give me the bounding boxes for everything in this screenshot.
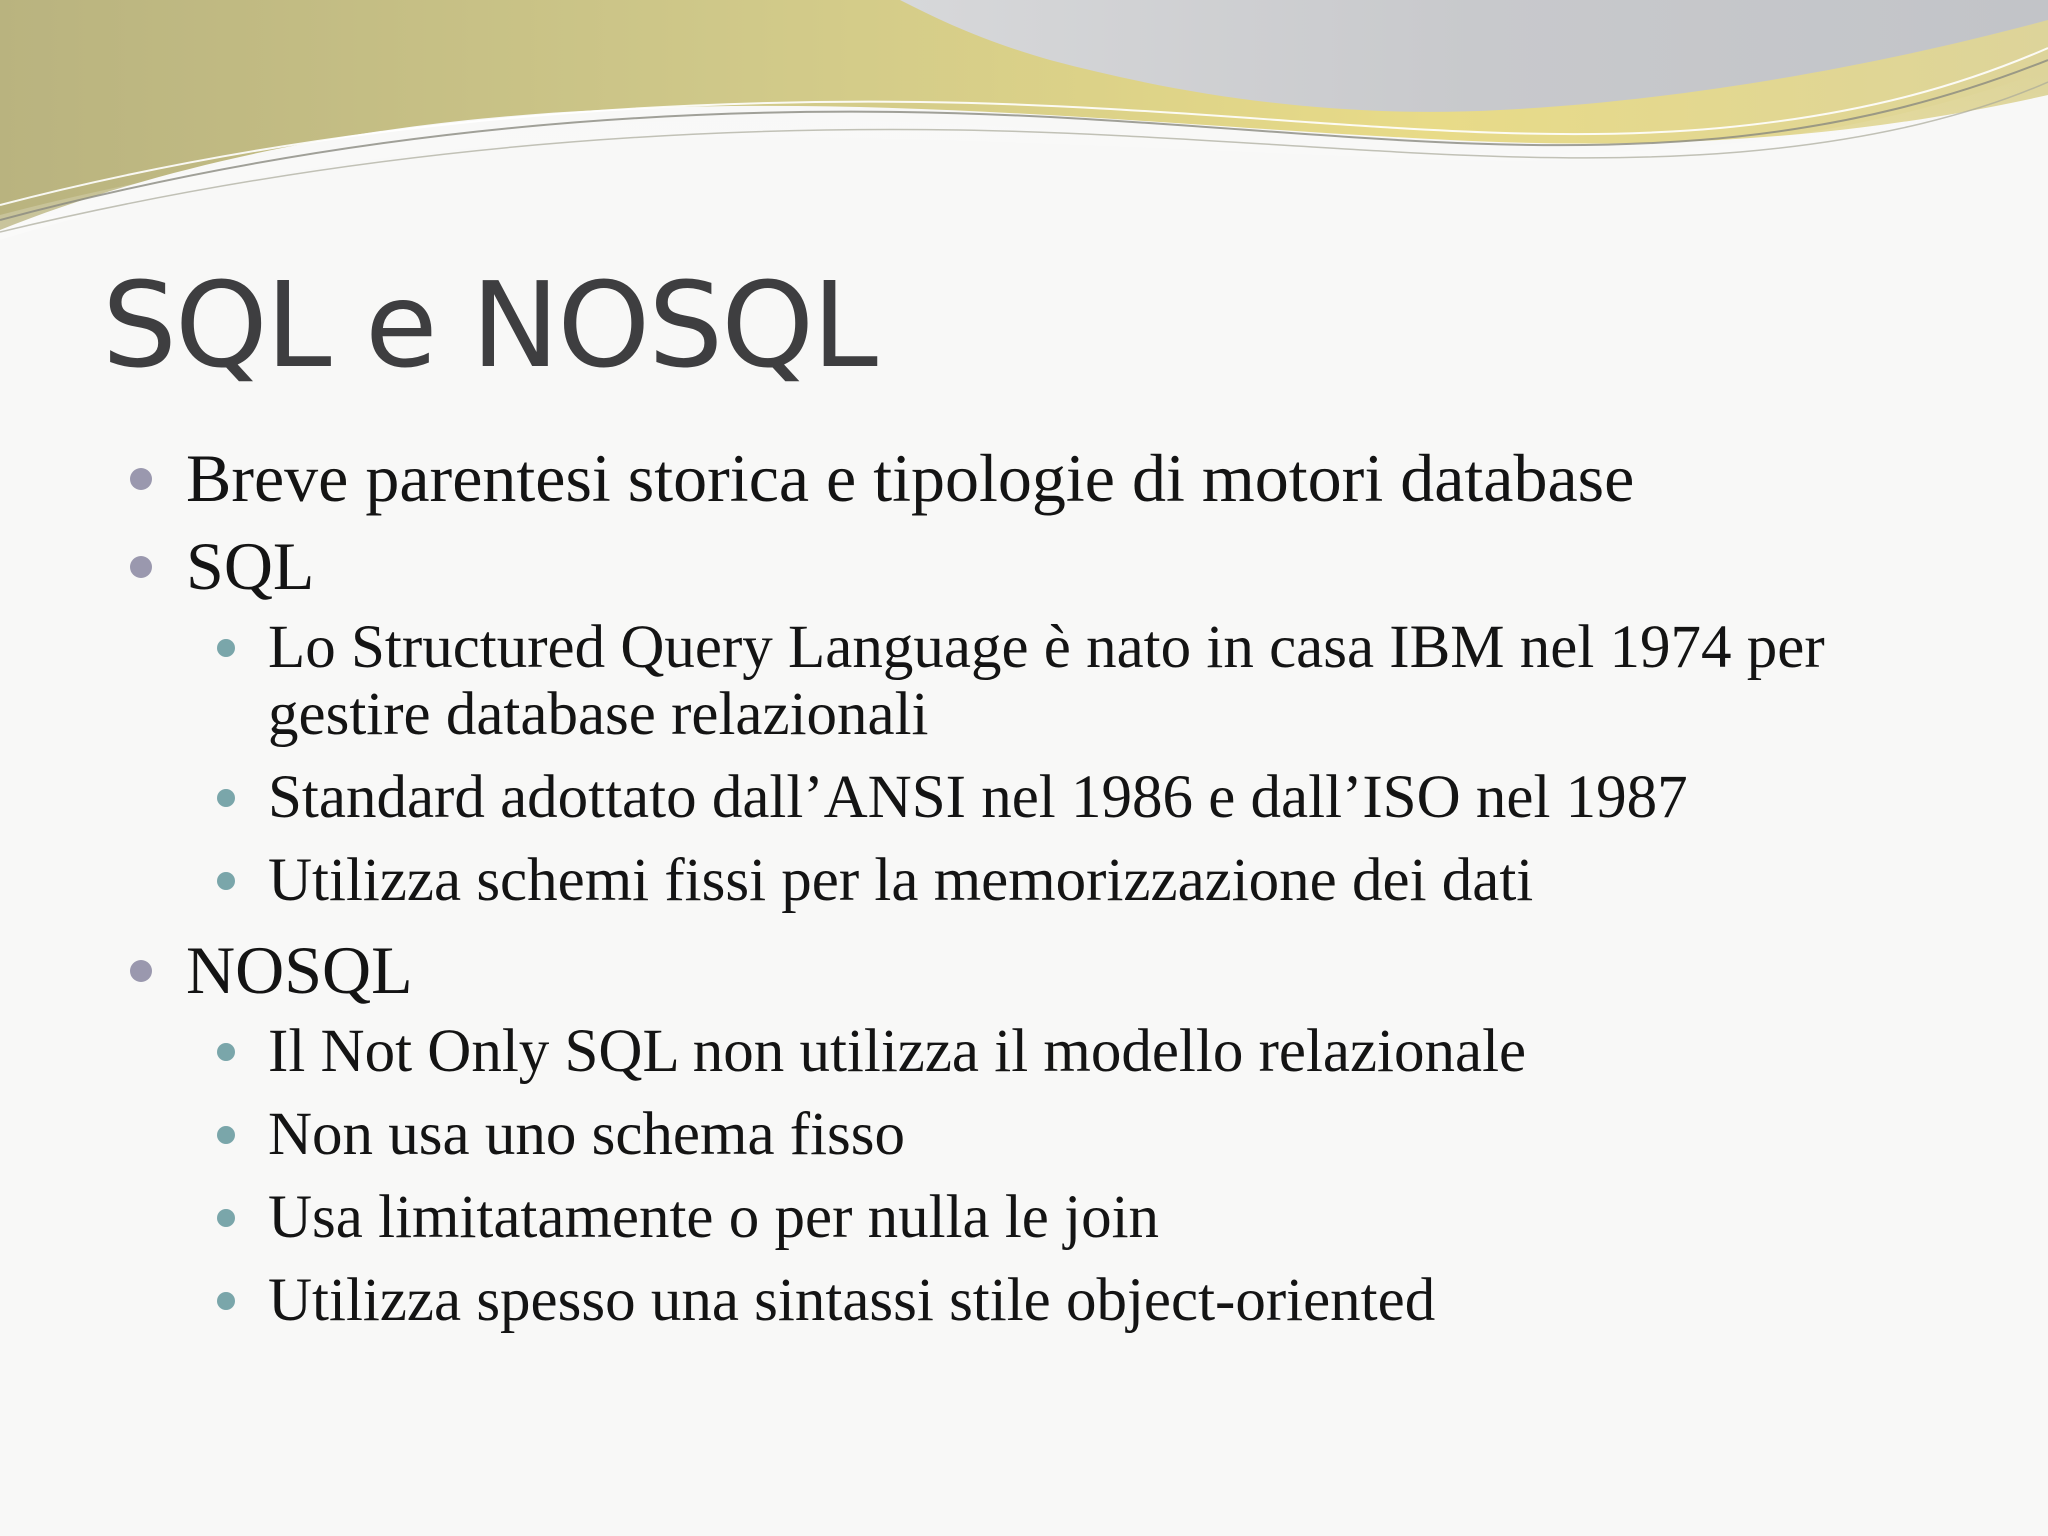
sub-bullet-dot-icon (217, 639, 235, 657)
sub-bullet-text: Lo Structured Query Language è nato in casa IBM nel 1974 per gestire database relazionali (268, 614, 1825, 748)
sub-bullet-text: Utilizza schemi fissi per la memorizzazione dei dati (268, 847, 1534, 914)
sub-bullet-dot-icon (217, 789, 235, 807)
bullet-list (0, 438, 2048, 1350)
bullet-dot-icon (130, 960, 152, 982)
bullet-item (0, 438, 1986, 518)
sub-bullet-item (0, 1184, 1868, 1251)
sub-bullet-item (0, 764, 1868, 831)
bullet-dot-icon (130, 468, 152, 490)
sub-bullet-text: Utilizza spesso una sintassi stile object-oriented (268, 1267, 1436, 1334)
sub-bullet-dot-icon (217, 1126, 235, 1144)
sub-bullet-dot-icon (217, 1209, 235, 1227)
sub-bullet-text: Non usa uno schema fisso (268, 1101, 906, 1168)
sub-bullet-dot-icon (217, 1043, 235, 1061)
sub-bullet-text: Standard adottato dall’ANSI nel 1986 e dall’ISO nel 1987 (268, 764, 1688, 831)
bullet-item-sql (0, 526, 1986, 606)
sub-bullet-text: Il Not Only SQL non utilizza il modello relazionale (268, 1018, 1527, 1085)
bullet-text: Breve parentesi storica e tipologie di motori database (186, 440, 1635, 516)
header-swoosh-decoration (0, 0, 2048, 240)
sub-bullet-item (0, 1018, 1868, 1085)
bullet-text: SQL (186, 528, 315, 604)
sub-bullet-item (0, 614, 1868, 748)
bullet-item-nosql (0, 930, 1986, 1010)
sub-bullet-item (0, 1267, 1868, 1334)
bullet-text: NOSQL (186, 932, 413, 1008)
bullet-dot-icon (130, 556, 152, 578)
sub-bullet-dot-icon (217, 872, 235, 890)
sub-bullet-item (0, 1101, 1868, 1168)
sub-bullet-text: Usa limitatamente o per nulla le join (268, 1184, 1160, 1251)
sub-bullet-dot-icon (217, 1292, 235, 1310)
slide-title: SQL e NOSQL (102, 256, 876, 394)
sub-bullet-item (0, 847, 1868, 914)
